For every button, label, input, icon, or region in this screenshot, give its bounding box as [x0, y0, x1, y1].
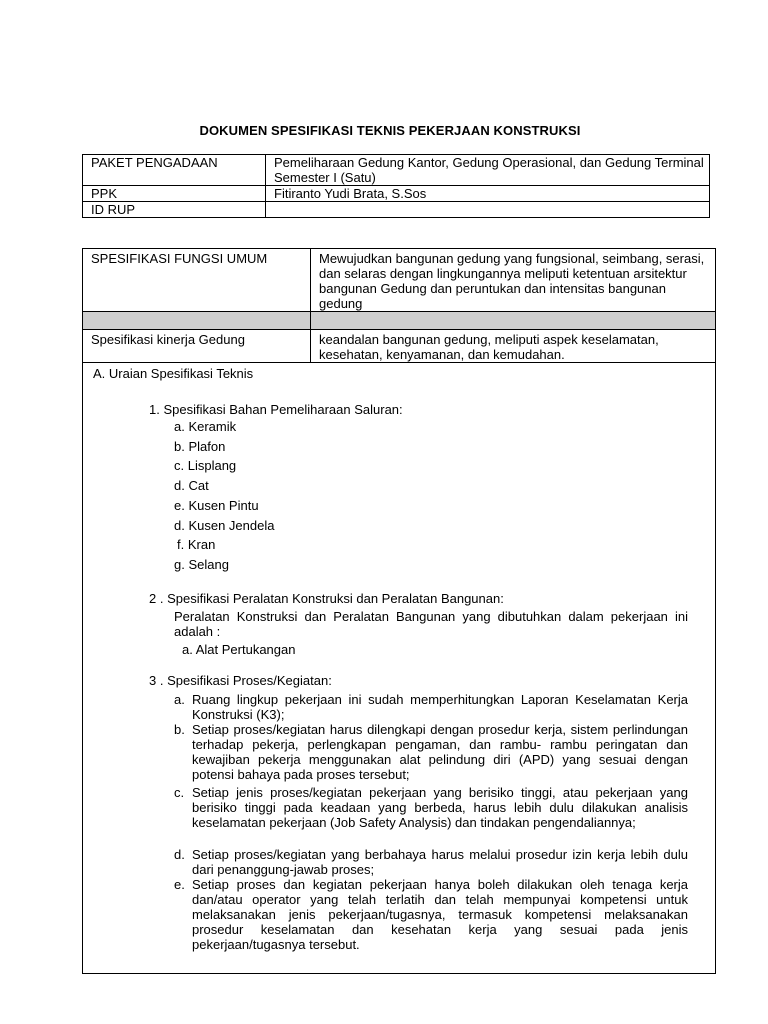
table-row	[83, 186, 710, 202]
list-item: a. Keramik	[174, 419, 237, 434]
uraian-heading: A. Uraian Spesifikasi Teknis	[93, 366, 254, 381]
section3-item-a: Ruang lingkup pekerjaan ini sudah memperhitungkan Laporan Keselamatan Kerja Konstruksi (K3);	[192, 692, 688, 722]
uraian-cell	[83, 363, 716, 974]
fungsi-umum-label: SPESIFIKASI FUNGSI UMUM	[83, 249, 311, 312]
list-item: f. Kran	[177, 537, 216, 553]
section2-text: Peralatan Konstruksi dan Peralatan Bangunan yang dibutuhkan dalam pekerjaan ini adalah :	[174, 609, 688, 639]
table-row	[83, 363, 716, 974]
table-row	[83, 330, 716, 363]
list-item: c. Lisplang	[174, 458, 237, 474]
section3-marker-c: c.	[174, 785, 185, 800]
section3-title: 3 . Spesifikasi Proses/Kegiatan:	[149, 673, 332, 688]
table-row	[83, 202, 710, 218]
paket-pengadaan-value: Pemeliharaan Gedung Kantor, Gedung Operasional, dan Gedung Terminal Semester I (Satu)	[266, 155, 710, 186]
section3-item-c: Setiap jenis proses/kegiatan pekerjaan yang berisiko tinggi, atau pekerjaan yang berisiko tinggi pada keadaan yang berbeda, harus lebih dulu dilakukan analisis keselamatan pekerjaan (Job Safety Analysis) dan tindakan pengendaliannya;	[192, 785, 688, 830]
separator-cell	[311, 312, 716, 330]
id-rup-value	[266, 202, 710, 218]
section3-marker-d: d.	[174, 847, 185, 862]
section3-marker-a: a.	[174, 692, 185, 707]
list-item: d. Cat	[174, 478, 209, 494]
spec-table	[82, 248, 716, 974]
section3-item-d: Setiap proses/kegiatan yang berbahaya harus melalui prosedur izin kerja lebih dulu dari penanggung-jawab proses;	[192, 847, 688, 877]
section2-item: a. Alat Pertukangan	[182, 642, 296, 657]
grey-separator-row	[83, 312, 716, 330]
header-table	[82, 154, 710, 218]
id-rup-label: ID RUP	[83, 202, 266, 218]
section1-title: 1. Spesifikasi Bahan Pemeliharaan Saluran:	[149, 402, 403, 417]
table-row	[83, 249, 716, 312]
table-row	[83, 155, 710, 186]
document-title: DOKUMEN SPESIFIKASI TEKNIS PEKERJAAN KONSTRUKSI	[199, 123, 581, 138]
list-item: d. Kusen Jendela	[174, 517, 275, 533]
section1-list	[174, 417, 274, 575]
section3-item-e: Setiap proses dan kegiatan pekerjaan hanya boleh dilakukan oleh tenaga kerja dan/atau operator yang telah terlatih dan telah mempunyai kompetensi untuk melaksanakan jenis pekerjaan/tugasnya, termasuk kompetensi melaksanakan prosedur keselamatan dan kesehatan kerja yang sesuai pada jenis pekerjaan/tugasnya tersebut.	[192, 877, 688, 952]
separator-cell	[83, 312, 311, 330]
section3-marker-b: b.	[174, 722, 185, 737]
list-item: b. Plafon	[174, 438, 226, 454]
kinerja-value: keandalan bangunan gedung, meliputi aspek keselamatan, kesehatan, kenyamanan, dan kemudahan.	[311, 330, 716, 363]
fungsi-umum-value: Mewujudkan bangunan gedung yang fungsional, seimbang, serasi, dan selaras dengan lingkungannya meliputi ketentuan arsitektur bangunan Gedung dan peruntukan dan intensitas bangunan gedung	[311, 249, 716, 312]
kinerja-label: Spesifikasi kinerja Gedung	[83, 330, 311, 363]
section2-title: 2 . Spesifikasi Peralatan Konstruksi dan Peralatan Bangunan:	[149, 591, 504, 606]
list-item: g. Selang	[174, 556, 229, 572]
uraian-content	[83, 363, 715, 973]
paket-pengadaan-label: PAKET PENGADAAN	[83, 155, 266, 186]
ppk-value: Fitiranto Yudi Brata, S.Sos	[266, 186, 710, 202]
section3-marker-e: e.	[174, 877, 185, 892]
list-item: e. Kusen Pintu	[174, 497, 259, 513]
ppk-label: PPK	[83, 186, 266, 202]
section3-item-b: Setiap proses/kegiatan harus dilengkapi dengan prosedur kerja, sistem perlindungan terhadap pekerja, perlengkapan pengaman, dan rambu- rambu peringatan dan kewajiban pekerja menggunakan alat pelindung diri (APD) yang sesuai dengan potensi bahaya pada proses tersebut;	[192, 722, 688, 782]
